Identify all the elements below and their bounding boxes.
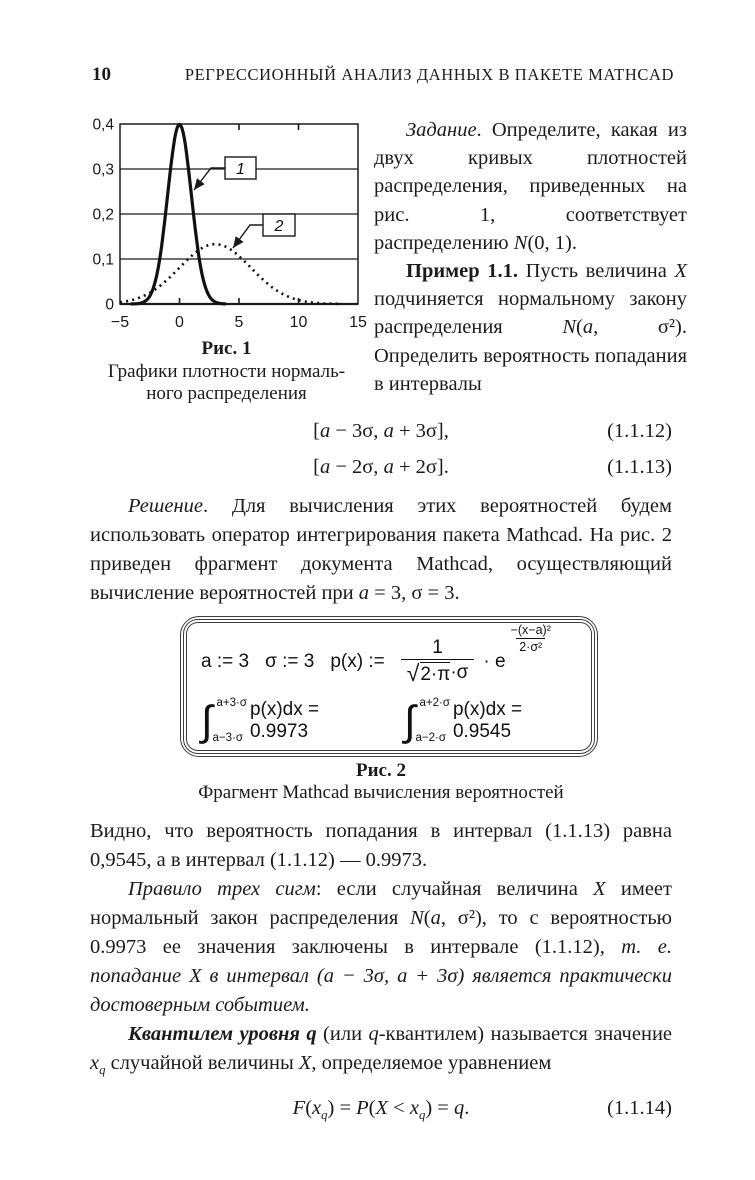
integral-2-limits <box>416 698 450 744</box>
interval-equations <box>90 420 672 492</box>
callout-label: 1 <box>236 161 245 178</box>
integral-1-upper: a+3·σ <box>216 697 247 709</box>
intro-column <box>374 116 687 398</box>
equation-body: [a − 2σ, a + 2σ]. <box>313 456 449 478</box>
a-assignment: a := 3 <box>201 650 250 672</box>
denominator-sigma: ·σ <box>450 662 469 683</box>
equation-1-1-12 <box>90 420 672 450</box>
equation-number: (1.1.14) <box>607 1097 672 1120</box>
quantile-paragraph: Квантилем уровня q (или q-квантилем) называется значение $x_q$ случайной величины X, определяемое уравнением <box>90 1023 673 1078</box>
integral-icon: ∫ <box>404 697 416 745</box>
figure-2-caption <box>90 760 672 803</box>
figure-1 <box>84 112 369 338</box>
integral-1-limits <box>213 698 247 744</box>
mathcad-box <box>186 622 592 751</box>
example-paragraph: Пример 1.1. Пусть величина X подчиняется нормальному закону распределения N(a, σ²). Определить вероятность попадания в интервалы <box>374 260 688 395</box>
solution-paragraph: Решение. Для вычисления этих вероятностей будем использовать оператор интегрирования пакета Mathcad. На рис. 2 приведен фрагмент документа Mathcad, осуществляющий вычисление вероятностей при a = 3, σ = 3. <box>90 495 672 604</box>
equation-body: [a − 3σ, a + 3σ], <box>313 420 449 442</box>
equation-body: $F(x_q) = P(X < x_q) = q$. <box>292 1097 470 1123</box>
discussion-block <box>90 817 672 1128</box>
integral-2 <box>404 698 450 744</box>
equation-1-1-13 <box>90 456 672 486</box>
integral-icon: ∫ <box>201 697 213 745</box>
integral-2-lower: a−2·σ <box>415 731 446 744</box>
fraction <box>401 637 475 686</box>
page-header <box>92 64 674 86</box>
equation-number: (1.1.13) <box>607 456 672 478</box>
page-number: 10 <box>92 64 111 85</box>
integral-1-lower: a−3·σ <box>212 731 243 744</box>
x-tick-label: 15 <box>349 314 367 331</box>
exponent-fraction <box>508 623 554 655</box>
figure-1-caption <box>84 338 369 406</box>
sqrt-radicand: 2·π <box>420 664 451 685</box>
mathcad-figure <box>180 616 598 757</box>
sigma-assignment: σ := 3 <box>265 650 315 672</box>
curve-2 <box>120 244 340 304</box>
running-title: РЕГРЕССИОННЫЙ АНАЛИЗ ДАННЫХ В ПАКЕТЕ MATHCAD <box>184 65 674 84</box>
equation-number: (1.1.12) <box>607 420 672 442</box>
integral-1-result: p(x)dx = 0.9973 <box>249 699 320 742</box>
exponent-numerator: −(x−a)² <box>510 622 551 637</box>
figure-1-caption-line-2: ного распределения <box>146 383 307 404</box>
integral-2-result: p(x)dx = 0.9545 <box>452 699 523 742</box>
callout-arrow <box>233 225 263 248</box>
y-tick-label: 0,3 <box>92 161 114 179</box>
exp-base: · e <box>483 650 506 672</box>
y-tick-label: 0 <box>105 296 114 314</box>
fraction-numerator: 1 <box>432 637 443 658</box>
callout-arrow <box>194 168 225 190</box>
x-tick-label: 10 <box>289 314 308 331</box>
callout-label: 2 <box>274 218 284 235</box>
integral-1 <box>201 698 247 744</box>
p-definition: p(x) := <box>330 650 385 672</box>
y-tick-label: 0,2 <box>92 206 114 224</box>
equation-1-1-14 <box>90 1094 672 1128</box>
x-tick-label: −5 <box>110 314 130 331</box>
task-paragraph: Задание. Определите, какая из двух кривых плотностей распределения, приведенных на рис. 1, соответствует распределению N(0, 1). <box>374 119 687 254</box>
integral-2-upper: a+2·σ <box>419 697 450 709</box>
mathcad-border <box>183 619 595 754</box>
solution-block <box>90 492 672 608</box>
three-sigma-paragraph: Правило трех сигм: если случайная величина X имеет нормальный закон распределения N(a, σ²), то с вероятностью 0.9973 ее значения заключены в интервале (1.1.12), т. е. попадание X в интервал (a − 3σ, a + 3σ) является практически достоверным событием. <box>90 878 673 1016</box>
x-tick-label: 0 <box>175 314 184 331</box>
sqrt-icon: √ <box>406 660 420 686</box>
y-tick-label: 0,4 <box>92 116 114 134</box>
mathcad-definition-line <box>201 622 577 692</box>
figure-2-caption-text: Фрагмент Mathcad вычисления вероятностей <box>198 781 564 803</box>
figure-1-label: Рис. 1 <box>201 338 252 359</box>
fraction-denominator <box>401 659 475 686</box>
result-paragraph: Видно, что вероятность попадания в интервал (1.1.13) равна 0,9545, а в интервал (1.1.12) — 0.9973. <box>90 820 672 871</box>
mathcad-integral-line <box>201 698 577 744</box>
figure-1-caption-line-1: Графики плотности нормаль- <box>107 360 346 382</box>
density-chart <box>84 112 369 338</box>
figure-2-label: Рис. 2 <box>356 760 406 781</box>
y-tick-label: 0,1 <box>92 251 114 269</box>
exponent-denominator: 2·σ² <box>516 638 545 655</box>
x-tick-label: 5 <box>234 314 244 331</box>
